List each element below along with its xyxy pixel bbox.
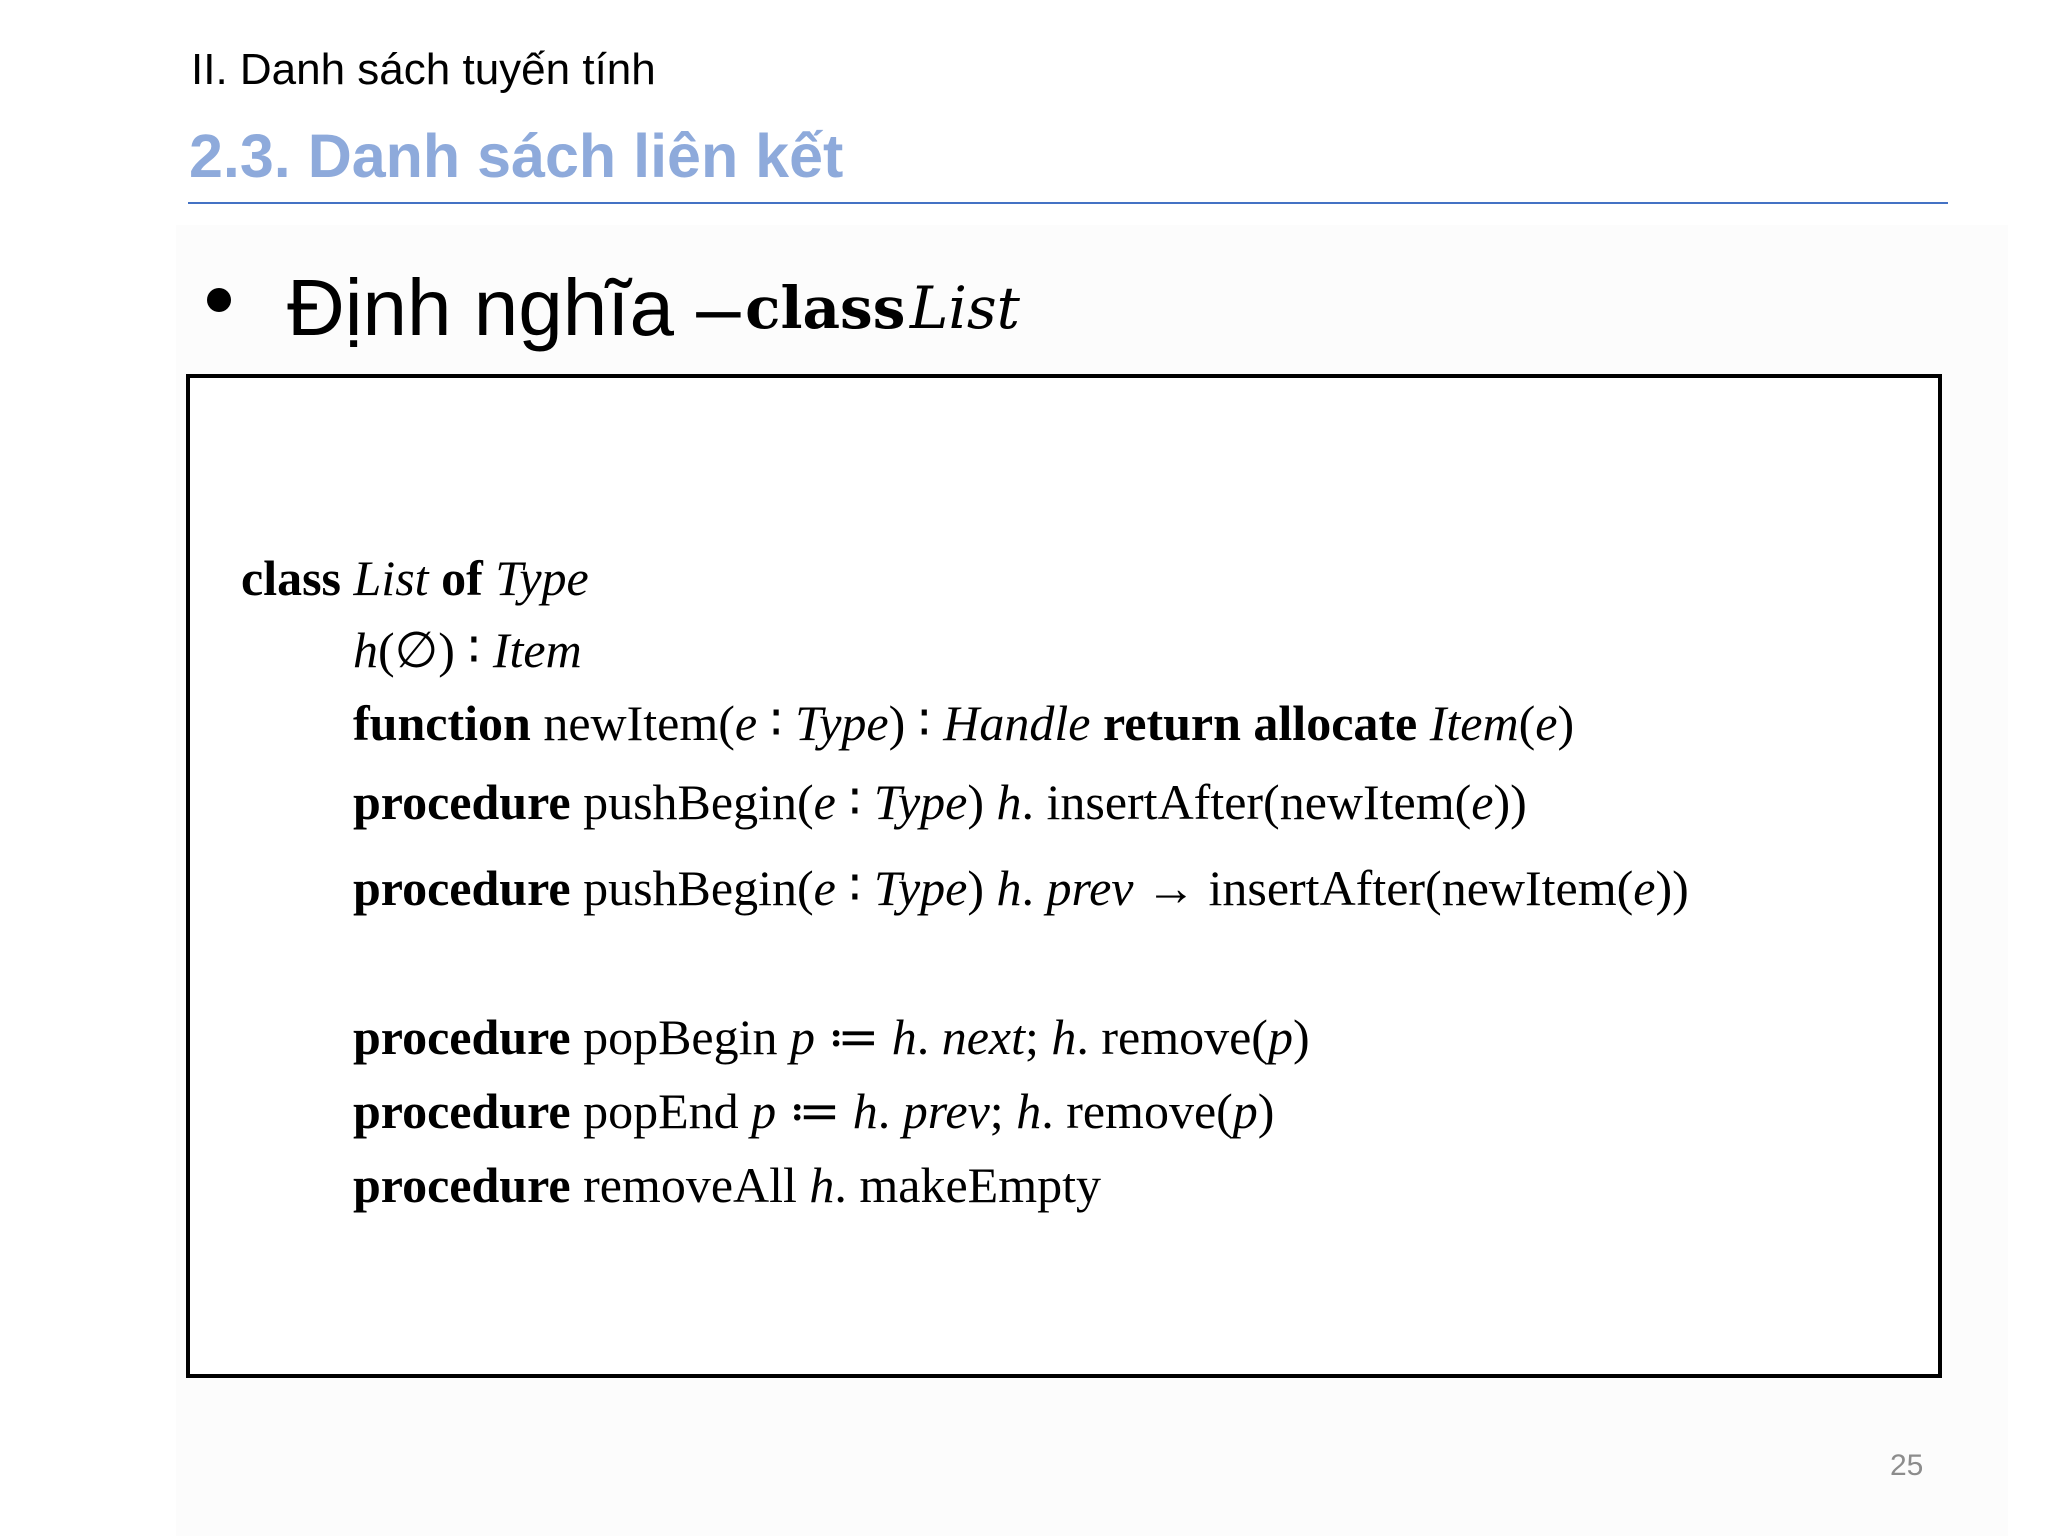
code-identifier: Type <box>873 860 968 916</box>
code-text: ∶ <box>835 860 874 916</box>
code-text: ) <box>967 774 997 830</box>
code-identifier: Type <box>495 550 589 606</box>
code-text: . <box>916 1009 942 1065</box>
code-line <box>353 693 1574 753</box>
code-identifier: h <box>996 774 1022 830</box>
code-text: popEnd <box>570 1083 752 1139</box>
code-line <box>353 1007 1310 1067</box>
code-text: ; <box>989 1083 1017 1139</box>
code-identifier: e <box>813 860 836 916</box>
code-identifier: e <box>1535 695 1558 751</box>
code-text: ; <box>1024 1009 1052 1065</box>
code-keyword: class <box>241 550 341 606</box>
bullet-icon <box>207 288 231 312</box>
code-identifier: h <box>1051 1009 1077 1065</box>
code-line <box>353 858 1689 918</box>
bullet-text: Định nghĩa – <box>287 263 741 352</box>
code-identifier: p <box>1232 1083 1258 1139</box>
code-line <box>353 1155 1101 1215</box>
code-keyword: function <box>353 695 531 751</box>
code-identifier: prev <box>1046 860 1134 916</box>
code-text <box>483 550 496 606</box>
title-divider <box>188 202 1948 204</box>
code-identifier: Type <box>795 695 889 751</box>
code-identifier: e <box>813 774 836 830</box>
bullet-class-name: List <box>909 274 1020 342</box>
code-text: ≔ <box>776 1083 853 1139</box>
code-text: (∅) ∶ <box>378 622 493 678</box>
code-text: . makeEmpty <box>834 1157 1102 1213</box>
code-identifier: h <box>809 1157 835 1213</box>
section-heading: II. Danh sách tuyến tính <box>191 45 656 94</box>
code-text: . remove( <box>1041 1083 1233 1139</box>
code-text <box>341 550 354 606</box>
code-identifier: h <box>996 860 1022 916</box>
code-line <box>353 772 1527 832</box>
code-text: ) <box>1257 1083 1275 1139</box>
code-keyword: of <box>441 550 483 606</box>
code-text: ≔ <box>815 1009 892 1065</box>
code-identifier: Handle <box>943 695 1091 751</box>
page-number: 25 <box>1890 1449 1924 1482</box>
code-identifier: Item <box>492 622 582 678</box>
code-text <box>1417 695 1430 751</box>
code-text: pushBegin( <box>570 860 814 916</box>
code-identifier: Type <box>873 774 968 830</box>
code-identifier: e <box>734 695 758 751</box>
code-identifier: next <box>941 1009 1025 1065</box>
code-line <box>241 548 589 608</box>
code-text: ) <box>1557 695 1575 751</box>
code-identifier: List <box>353 550 429 606</box>
code-keyword: procedure <box>353 1157 571 1213</box>
code-text: ∶ <box>835 774 874 830</box>
code-identifier: e <box>1633 860 1656 916</box>
bullet-item <box>207 258 1020 358</box>
code-text: popBegin <box>570 1009 791 1065</box>
slide-title: 2.3. Danh sách liên kết <box>189 122 844 190</box>
code-keyword: procedure <box>353 774 571 830</box>
code-line <box>353 620 582 680</box>
code-text: . insertAfter(newItem( <box>1021 774 1472 830</box>
code-keyword: procedure <box>353 860 571 916</box>
code-text: )) <box>1655 860 1689 916</box>
bullet-keyword: class <box>745 274 906 342</box>
code-text: )) <box>1493 774 1527 830</box>
code-identifier: e <box>1471 774 1494 830</box>
code-text: . <box>877 1083 903 1139</box>
code-identifier: prev <box>902 1083 990 1139</box>
code-text: newItem( <box>530 695 735 751</box>
code-identifier: h <box>1016 1083 1042 1139</box>
code-identifier: h <box>891 1009 917 1065</box>
code-text: ( <box>1518 695 1536 751</box>
code-text: pushBegin( <box>570 774 814 830</box>
code-text <box>429 550 442 606</box>
code-text: removeAll <box>570 1157 810 1213</box>
code-line <box>353 1081 1274 1141</box>
code-text: . remove( <box>1076 1009 1268 1065</box>
code-identifier: p <box>1267 1009 1293 1065</box>
code-keyword: procedure <box>353 1009 571 1065</box>
code-identifier: h <box>852 1083 878 1139</box>
code-text: ∶ <box>757 695 796 751</box>
code-text <box>1090 695 1103 751</box>
code-identifier: p <box>790 1009 816 1065</box>
code-text: ) ∶ <box>888 695 944 751</box>
code-text: → insertAfter(newItem( <box>1133 860 1634 916</box>
code-text: ) <box>967 860 997 916</box>
code-identifier: p <box>751 1083 777 1139</box>
code-identifier: Item <box>1429 695 1519 751</box>
code-identifier: h <box>353 622 378 678</box>
code-text: ) <box>1292 1009 1310 1065</box>
code-keyword: procedure <box>353 1083 571 1139</box>
code-text: . <box>1021 860 1047 916</box>
code-keyword: return allocate <box>1102 695 1418 751</box>
